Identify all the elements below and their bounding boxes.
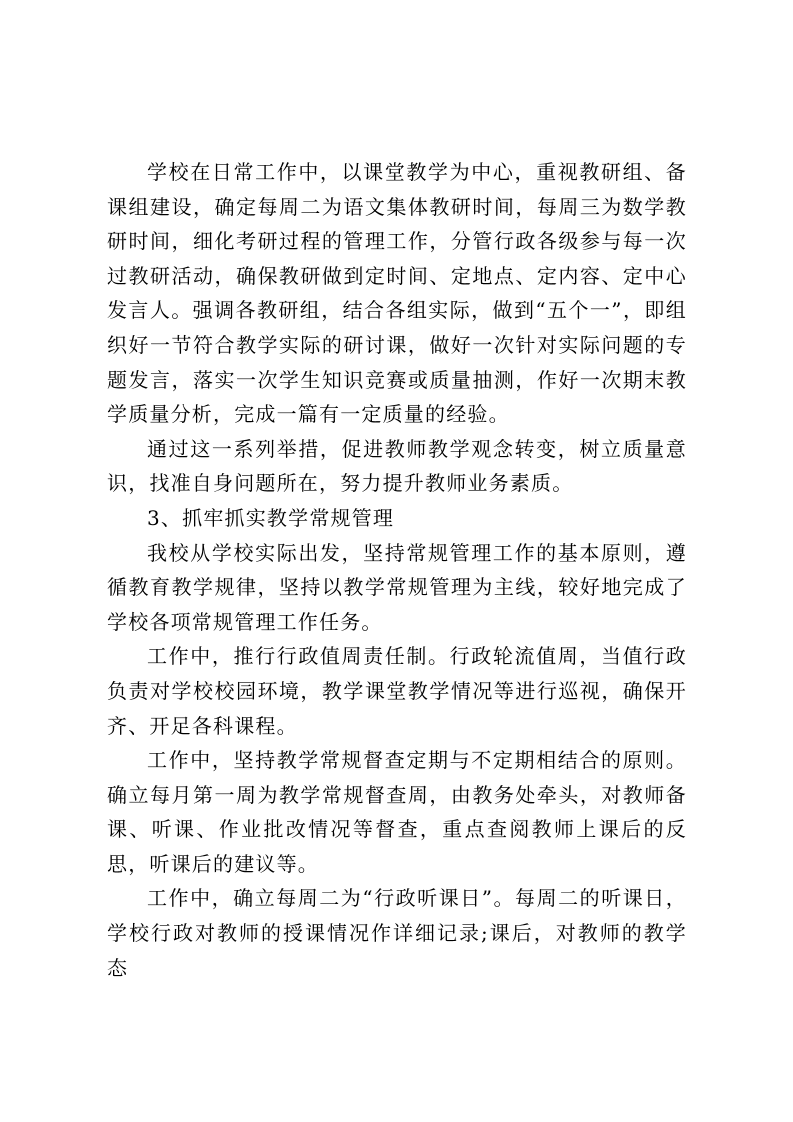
- paragraph-teaching-research: 学校在日常工作中，以课堂教学为中心，重视教研组、备课组建设，确定每周二为语文集体教研时间，每周三为数学教研时间，细化考研过程的管理工作，分管行政各级参与每一次过教研活动，确保教研做到定时间、定地点、定内容、定中心发言人。强调各教研组，结合各组实际，做到“五个一”，即组织好一节符合教学实际的研讨课，做好一次针对实际问题的专题发言，落实一次学生知识竞赛或质量抽测，作好一次期末教学质量分析，完成一篇有一定质量的经验。: [107, 160, 687, 427]
- paragraph-lesson-observation-day: 工作中，确立每周二为“行政听课日”。每周二的听课日，学校行政对教师的授课情况作详细记录;课后，对教师的教学态: [107, 886, 687, 980]
- paragraph-weekly-duty: 工作中，推行行政值周责任制。行政轮流值周，当值行政负责对学校校园环境，教学课堂教学情况等进行巡视，确保开齐、开足各科课程。: [107, 644, 687, 738]
- paragraph-routine-principles: 我校从学校实际出发，坚持常规管理工作的基本原则，遵循教育教学规律，坚持以教学常规管理为主线，较好地完成了学校各项常规管理工作任务。: [107, 540, 687, 634]
- document-body: [107, 155, 687, 985]
- section-heading-routine-management: 3、抓牢抓实教学常规管理: [147, 505, 395, 530]
- paragraph-routine-inspection: 工作中，坚持教学常规督查定期与不定期相结合的原则。确立每月第一周为教学常规督查周，由教务处牵头，对教师备课、听课、作业批改情况等督查，重点查阅教师上课后的反思，听课后的建议等。: [107, 748, 687, 876]
- paragraph-quality-awareness: 通过这一系列举措，促进教师教学观念转变，树立质量意识，找准自身问题所在，努力提升教师业务素质。: [107, 436, 687, 496]
